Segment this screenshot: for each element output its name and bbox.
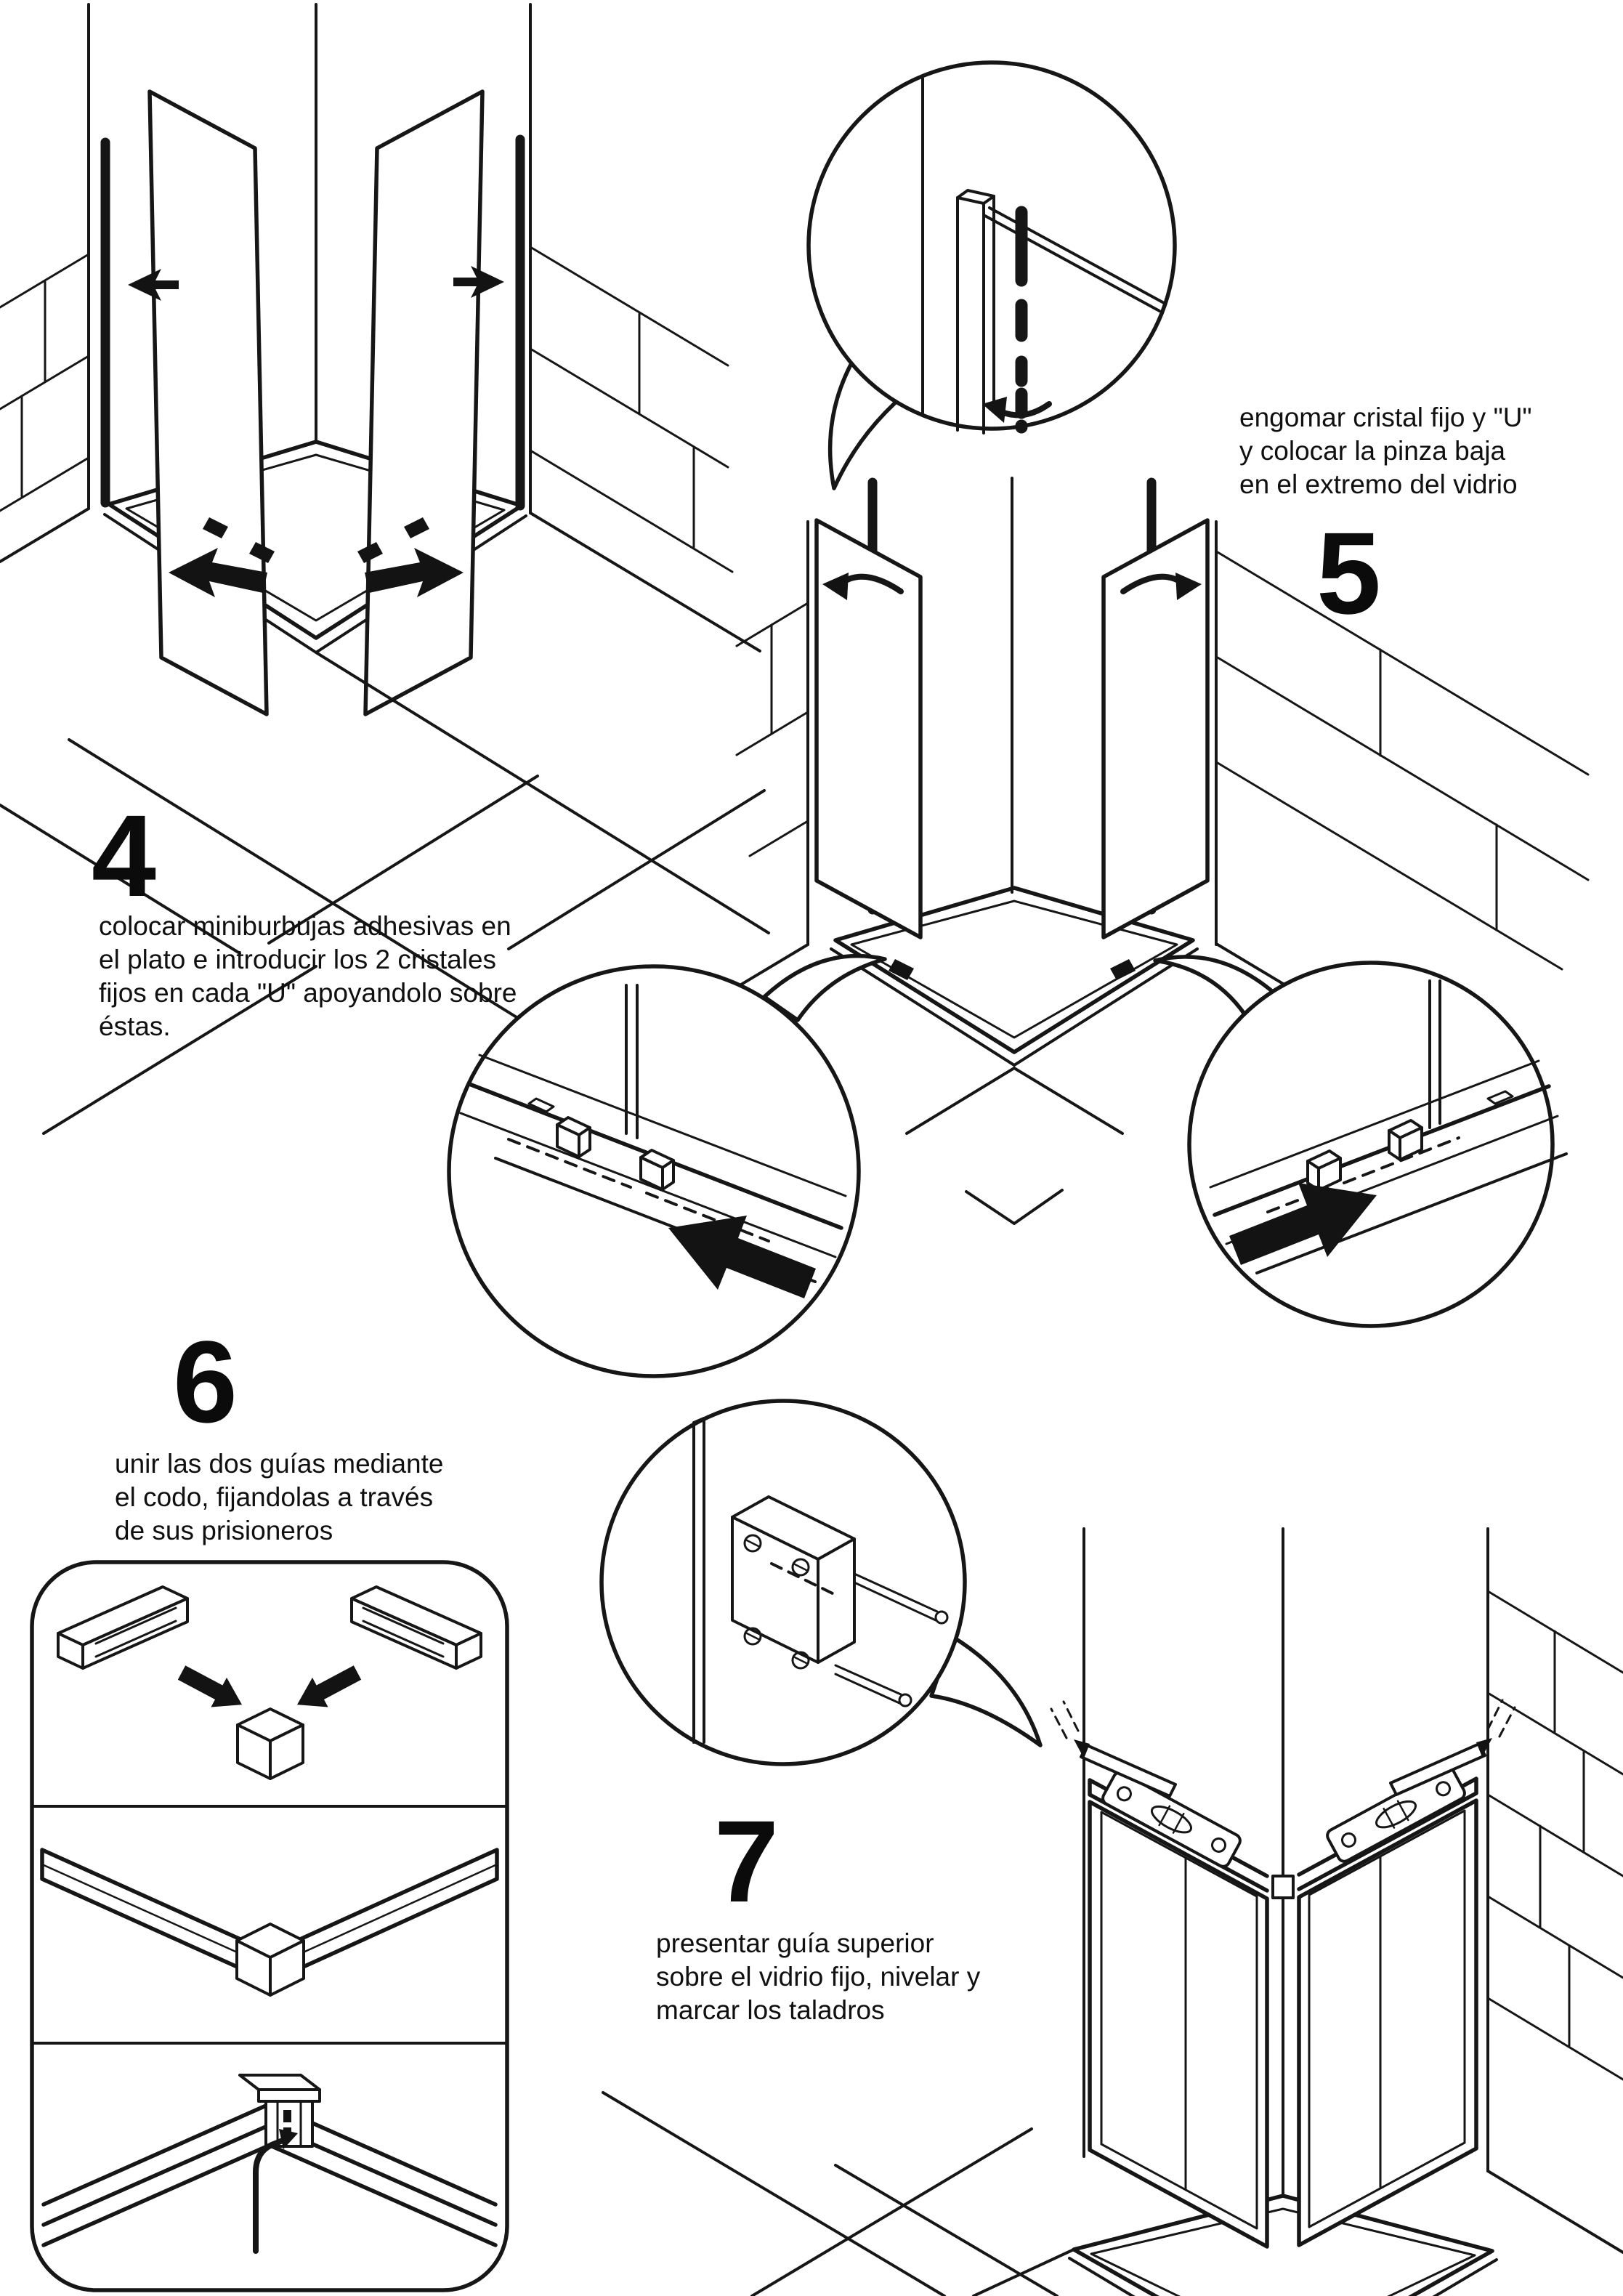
caption-line: éstas. <box>99 1011 171 1041</box>
caption-line: presentar guía superior <box>656 1928 934 1958</box>
clamp-callout-right <box>1189 963 1553 1326</box>
glass-panel <box>365 92 482 714</box>
step7-number: 7 <box>714 1796 779 1926</box>
step5-caption <box>1239 401 1532 501</box>
step6-number: 6 <box>173 1317 238 1447</box>
step5-number: 5 <box>1316 508 1381 638</box>
caption-line: unir las dos guías mediante <box>115 1449 444 1479</box>
step4-caption <box>99 910 517 1043</box>
glass-panel <box>1299 1800 1476 2245</box>
caption-line: el plato e introducir los 2 cristales <box>99 945 497 974</box>
zoom-callout-top <box>809 62 1175 429</box>
caption-line: engomar cristal fijo y "U" <box>1239 403 1532 432</box>
caption-line: el codo, fijandolas a través <box>115 1482 434 1512</box>
step5-illustration <box>449 62 1588 1376</box>
step7-caption <box>656 1927 980 2027</box>
caption-line: fijos en cada "U" apoyandolo sobre <box>99 978 517 1008</box>
caption-line: sobre el vidrio fijo, nivelar y <box>656 1962 981 1992</box>
caption-line: en el extremo del vidrio <box>1239 469 1518 499</box>
step6-caption <box>115 1447 444 1548</box>
step4-number: 4 <box>92 791 156 921</box>
glass-panel <box>1090 1802 1267 2247</box>
caption-line: colocar miniburbujas adhesivas en <box>99 911 511 941</box>
caption-line: de sus prisioneros <box>115 1516 333 1545</box>
caption-line: marcar los taladros <box>656 1995 885 2025</box>
step6-illustration <box>32 1562 507 2290</box>
caption-line: y colocar la pinza baja <box>1239 436 1506 466</box>
glass-panel <box>150 92 267 714</box>
